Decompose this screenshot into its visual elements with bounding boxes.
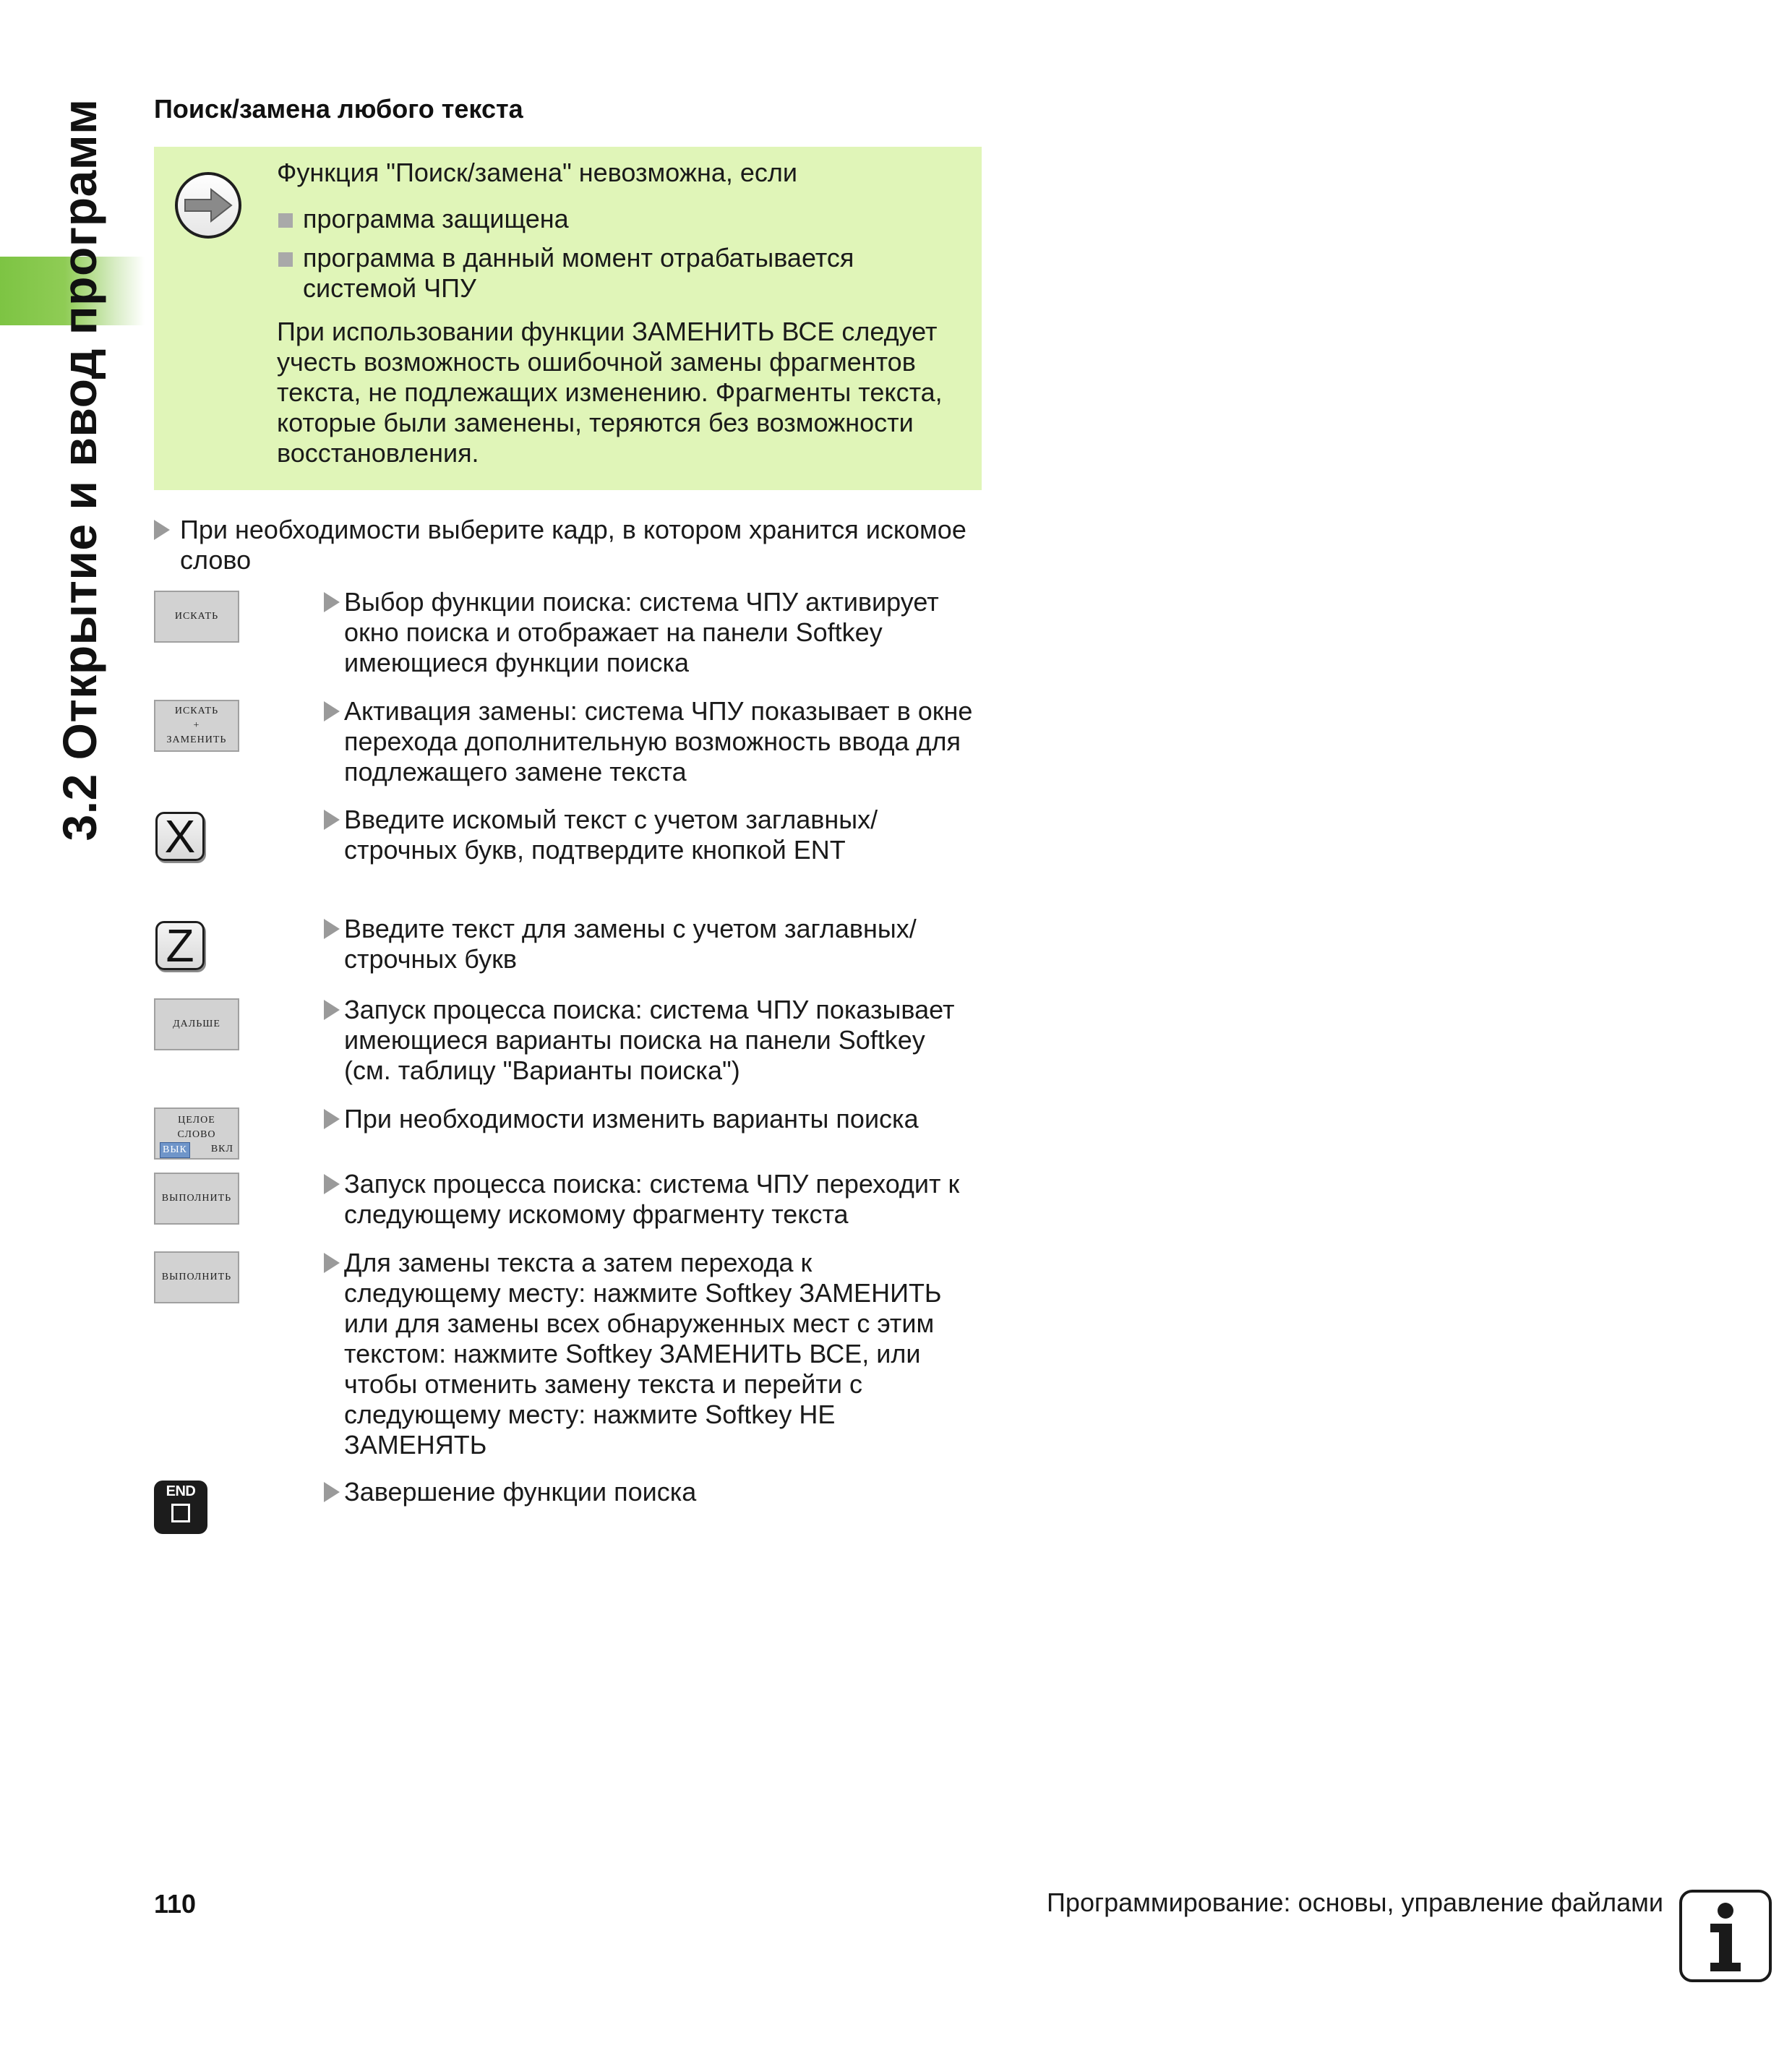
toggle-option-on: ВКЛ: [210, 1144, 233, 1154]
softkey-execute[interactable]: [154, 1173, 239, 1225]
step-text: [324, 696, 974, 787]
chapter-title-vertical: [43, 98, 116, 842]
softkey-label: ИСКАТЬ: [174, 611, 219, 622]
note-warning: При использовании функции ЗАМЕНИТЬ ВСЕ следует учесть возможность ошибочной замены фрагментов текста, не подлежащих изменению. Фрагменты текста, которые были заменены, теряются без возможности восстановления.: [277, 317, 943, 468]
arrow-right-icon: [173, 171, 243, 240]
softkey-label: ДАЛЬШЕ: [173, 1019, 220, 1029]
note-content: [277, 158, 967, 468]
softkey-label: +: [193, 720, 200, 731]
step-arrow-icon: [324, 1109, 340, 1129]
step-description: Выбор функции поиска: система ЧПУ активирует окно поиска и отображает на панели Softkey имеющиеся функции поиска: [344, 587, 939, 677]
softkey-search[interactable]: [154, 591, 239, 643]
softkey-label: ЗАМЕНИТЬ: [166, 734, 227, 745]
page-number: 110: [154, 1889, 197, 1919]
end-key[interactable]: [154, 1481, 207, 1534]
softkey-label: ВЫПОЛНИТЬ: [161, 1193, 232, 1204]
toggle-option-off: ВЫК: [160, 1142, 190, 1158]
step-arrow-icon: [324, 592, 340, 612]
step-text: [324, 914, 974, 974]
square-icon: [171, 1504, 190, 1522]
end-key-label: END: [166, 1483, 196, 1499]
note-condition: программа в данный момент отрабатывается системой ЧПУ: [277, 243, 967, 304]
step-text: [324, 805, 974, 865]
note-intro: Функция "Поиск/замена" невозможна, если: [277, 158, 797, 187]
step-description: При необходимости изменить варианты поиска: [344, 1104, 919, 1134]
key-x[interactable]: X: [155, 812, 205, 861]
step-description: Запуск процесса поиска: система ЧПУ переходит к следующему искомому фрагменту текста: [344, 1169, 960, 1229]
softkey-label: ЦЕЛОЕ: [178, 1115, 215, 1126]
step-arrow-icon: [154, 520, 170, 540]
step-arrow-icon: [324, 1000, 340, 1020]
softkey-next[interactable]: [154, 998, 239, 1050]
step-text: [324, 587, 974, 678]
softkey-whole-word[interactable]: [154, 1107, 239, 1160]
step-arrow-icon: [324, 1174, 340, 1194]
step-description: Введите искомый текст с учетом заглавных/строчных букв, подтвердите кнопкой ENT: [344, 805, 878, 865]
softkey-label: ВЫПОЛНИТЬ: [161, 1272, 232, 1282]
step-arrow-icon: [324, 701, 340, 721]
step-arrow-icon: [324, 1253, 340, 1273]
softkey-search-replace[interactable]: [154, 700, 239, 752]
intro-step-text: При необходимости выберите кадр, в котором хранится искомое слово: [180, 515, 966, 575]
softkey-label: СЛОВО: [177, 1129, 216, 1140]
softkey-toggle-options: [155, 1142, 238, 1158]
step-description: Завершение функции поиска: [344, 1477, 697, 1507]
step-arrow-icon: [324, 810, 340, 830]
step-text: [324, 1169, 974, 1230]
note-condition: программа защищена: [277, 204, 967, 234]
info-icon: [1679, 1889, 1772, 1983]
note-conditions: [277, 204, 967, 304]
step-text: [324, 1477, 974, 1507]
step-text: [324, 1104, 974, 1134]
step-description: Активация замены: система ЧПУ показывает в окне перехода дополнительную возможность ввода для подлежащего замене текста: [344, 696, 973, 787]
softkey-execute[interactable]: [154, 1251, 239, 1303]
note-box: [154, 147, 982, 490]
softkey-label: ИСКАТЬ: [174, 706, 219, 716]
key-z[interactable]: Z: [155, 921, 205, 970]
step-text: [324, 995, 974, 1086]
footer-title: Программирование: основы, управление файлами: [1047, 1888, 1663, 1917]
step-text: [324, 1248, 974, 1460]
step-description: Введите текст для замены с учетом заглавных/строчных букв: [344, 914, 917, 974]
chapter-title: 3.2 Открытие и ввод программ: [53, 98, 106, 841]
section-heading: Поиск/замена любого текста: [154, 94, 523, 124]
step-description: Запуск процесса поиска: система ЧПУ показывает имеющиеся варианты поиска на панели Softkey (см. таблицу "Варианты поиска"): [344, 995, 955, 1085]
step-arrow-icon: [324, 919, 340, 939]
step-description: Для замены текста а затем перехода к следующему месту: нажмите Softkey ЗАМЕНИТЬ или для замены всех обнаруженных мест с этим текстом: нажмите Softkey ЗАМЕНИТЬ ВСЕ, или чтобы отменить замену текста и перейти с следующему месту: нажмите Softkey НЕ ЗАМЕНЯТЬ: [344, 1248, 942, 1460]
step-arrow-icon: [324, 1482, 340, 1502]
